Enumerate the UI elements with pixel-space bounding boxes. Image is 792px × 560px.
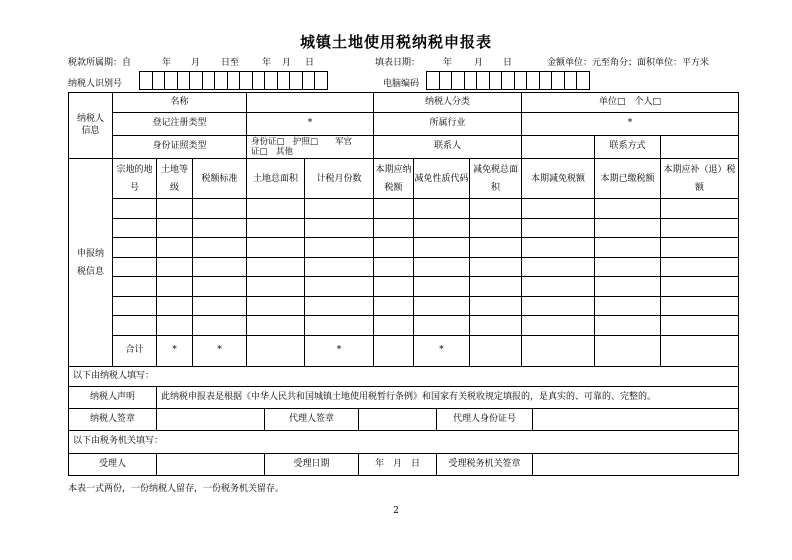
computer-code-digit-box[interactable] [451, 71, 465, 90]
taxpayer-id-digit-box[interactable] [239, 71, 253, 90]
taxpayer-fill-heading: 以下由纳税人填写： [68, 366, 739, 386]
receive-date-label: 受理日期 [264, 453, 358, 476]
registration-type-label: 登记注册类型 [112, 112, 246, 135]
declaration-data-cell[interactable] [304, 257, 373, 277]
contact-person-label: 联系人 [373, 135, 521, 158]
declaration-data-cell[interactable] [156, 276, 192, 296]
declaration-data-cell[interactable] [192, 218, 246, 238]
declaration-data-cell[interactable] [373, 315, 413, 335]
declaration-data-cell[interactable] [112, 237, 156, 257]
declaration-data-cell[interactable] [246, 257, 304, 277]
total-cell: * [413, 335, 469, 367]
declaration-data-cell[interactable] [413, 276, 469, 296]
declaration-data-cell[interactable] [594, 315, 660, 335]
declaration-data-cell[interactable] [112, 218, 156, 238]
taxpayer-id-digit-box[interactable] [189, 71, 203, 90]
period-day-end: 日 [305, 58, 315, 68]
contact-method-label: 联系方式 [594, 135, 660, 158]
declaration-data-cell[interactable] [469, 257, 521, 277]
declaration-data-cell[interactable] [192, 276, 246, 296]
declaration-data-cell[interactable] [660, 315, 739, 335]
declaration-data-cell[interactable] [156, 257, 192, 277]
declaration-column-header: 本期已缴税额 [594, 158, 660, 198]
declaration-column-header: 土地总面积 [246, 158, 304, 198]
computer-code-digit-box[interactable] [539, 71, 553, 90]
declaration-data-cell[interactable] [660, 237, 739, 257]
fill-date-label: 填表日期： [375, 58, 421, 68]
id-type-options[interactable] [246, 135, 373, 158]
declaration-data-cell[interactable] [112, 198, 156, 218]
total-cell[interactable] [521, 335, 594, 367]
receiver-label: 受理人 [68, 453, 156, 476]
declaration-section-label: 申报纳税信息 [68, 158, 112, 366]
receiver-field[interactable] [156, 453, 264, 476]
authority-sign-field[interactable] [532, 453, 739, 476]
declaration-column-header: 税额标准 [192, 158, 246, 198]
declaration-data-cell[interactable] [660, 276, 739, 296]
taxpayer-info-section-label: 纳税人信息 [68, 92, 112, 158]
computer-code-digit-box[interactable] [551, 71, 565, 90]
declaration-column-header: 减免税总面积 [469, 158, 521, 198]
declaration-data-cell[interactable] [192, 257, 246, 277]
computer-code-digit-box[interactable] [439, 71, 453, 90]
total-cell[interactable] [373, 335, 413, 367]
page-number: 2 [393, 506, 399, 516]
declaration-data-cell[interactable] [521, 257, 594, 277]
computer-code-digit-box[interactable] [426, 71, 440, 90]
taxpayer-id-digit-box[interactable] [227, 71, 241, 90]
declaration-data-cell[interactable] [521, 276, 594, 296]
declaration-data-cell[interactable] [594, 257, 660, 277]
period-year-end: 年 [262, 58, 272, 68]
total-label: 合计 [112, 335, 156, 367]
period-year-start: 年 [162, 58, 172, 68]
declaration-data-cell[interactable] [521, 237, 594, 257]
declaration-data-cell[interactable] [373, 257, 413, 277]
declaration-data-cell[interactable] [192, 296, 246, 316]
fill-date-month: 月 [474, 58, 484, 68]
declaration-data-cell[interactable] [192, 315, 246, 335]
declaration-data-cell[interactable] [660, 257, 739, 277]
taxpayer-id-digit-box[interactable] [177, 71, 191, 90]
computer-code-digit-box[interactable] [526, 71, 540, 90]
taxpayer-id-digit-box[interactable] [164, 71, 178, 90]
taxpayer-id-digit-box[interactable] [252, 71, 266, 90]
total-cell: * [192, 335, 246, 367]
declaration-data-cell[interactable] [246, 218, 304, 238]
declaration-data-cell[interactable] [192, 237, 246, 257]
declaration-data-cell[interactable] [112, 276, 156, 296]
declaration-data-cell[interactable] [521, 198, 594, 218]
taxpayer-id-digit-box[interactable] [277, 71, 291, 90]
fill-date-day: 日 [503, 58, 513, 68]
declaration-data-cell[interactable] [156, 315, 192, 335]
declaration-data-cell[interactable] [156, 218, 192, 238]
period-month-start: 月 [191, 58, 201, 68]
form-title: 城镇土地使用税纳税申报表 [299, 33, 492, 51]
statement-label: 纳税人声明 [68, 386, 156, 408]
declaration-data-cell[interactable] [413, 198, 469, 218]
declaration-data-cell[interactable] [304, 276, 373, 296]
total-cell[interactable] [469, 335, 521, 367]
period-day-start: 日至 [221, 58, 240, 68]
declaration-data-cell[interactable] [660, 296, 739, 316]
declaration-data-cell[interactable] [156, 198, 192, 218]
total-cell[interactable] [594, 335, 660, 367]
industry-label: 所属行业 [373, 112, 521, 135]
declaration-column-header: 本期应纳税额 [373, 158, 413, 198]
taxpayer-id-digit-box[interactable] [302, 71, 316, 90]
declaration-data-cell[interactable] [413, 218, 469, 238]
declaration-data-cell[interactable] [521, 296, 594, 316]
declaration-data-cell[interactable] [112, 257, 156, 277]
declaration-data-cell[interactable] [469, 276, 521, 296]
declaration-column-header: 计税月份数 [304, 158, 373, 198]
declaration-data-cell[interactable] [246, 198, 304, 218]
id-type-label: 身份证照类型 [112, 135, 246, 158]
taxpayer-category-label: 纳税人分类 [373, 92, 521, 112]
declaration-data-cell[interactable] [469, 218, 521, 238]
declaration-data-cell[interactable] [660, 218, 739, 238]
taxpayer-sign-label: 纳税人签章 [68, 408, 156, 430]
declaration-data-cell[interactable] [469, 315, 521, 335]
declaration-data-cell[interactable] [469, 237, 521, 257]
agent-sign-field[interactable] [358, 408, 436, 430]
declaration-data-cell[interactable] [246, 296, 304, 316]
receive-date-field[interactable]: 年 月 日 [358, 453, 436, 476]
declaration-data-cell[interactable] [594, 218, 660, 238]
name-field[interactable] [246, 92, 373, 112]
declaration-data-cell[interactable] [413, 237, 469, 257]
declaration-data-cell[interactable] [304, 218, 373, 238]
declaration-column-header: 宗地的地号 [112, 158, 156, 198]
computer-code-digit-box[interactable] [464, 71, 478, 90]
declaration-column-header: 土地等级 [156, 158, 192, 198]
period-month-end: 月 [282, 58, 292, 68]
taxpayer-id-digit-box[interactable] [214, 71, 228, 90]
declaration-data-cell[interactable] [156, 296, 192, 316]
agent-sign-label: 代理人签章 [264, 408, 358, 430]
computer-code-digit-box[interactable] [576, 71, 590, 90]
form-note: 本表一式两份，一份纳税人留存，一份税务机关留存。 [68, 484, 285, 494]
declaration-data-cell[interactable] [304, 296, 373, 316]
declaration-data-cell[interactable] [112, 315, 156, 335]
declaration-data-cell[interactable] [112, 296, 156, 316]
declaration-data-cell[interactable] [192, 198, 246, 218]
total-cell[interactable] [246, 335, 304, 367]
fill-date-year: 年 [443, 58, 453, 68]
declaration-data-cell[interactable] [373, 218, 413, 238]
taxpayer-id-digit-box[interactable] [264, 71, 278, 90]
total-cell[interactable] [660, 335, 739, 367]
statement-text: 此纳税申报表是根据《中华人民共和国城镇土地使用税暂行条例》和国家有关税收规定填报的，是真实的、可靠的、完整的。 [156, 386, 739, 408]
computer-code-digit-box[interactable] [514, 71, 528, 90]
declaration-data-cell[interactable] [373, 237, 413, 257]
agent-id-field[interactable] [532, 408, 739, 430]
id-type-options-line2: 证□ 其他 [251, 147, 294, 157]
taxpayer-id-digit-box[interactable] [314, 71, 328, 90]
declaration-data-cell[interactable] [304, 198, 373, 218]
unit-note: 金额单位：元至角分；面积单位：平方米 [547, 58, 710, 68]
total-cell: * [304, 335, 373, 367]
declaration-data-cell[interactable] [304, 315, 373, 335]
declaration-data-cell[interactable] [246, 237, 304, 257]
agent-id-label: 代理人身份证号 [436, 408, 532, 430]
declaration-data-cell[interactable] [373, 296, 413, 316]
computer-code-digit-box[interactable] [489, 71, 503, 90]
declaration-data-cell[interactable] [373, 198, 413, 218]
taxpayer-id-digit-box[interactable] [202, 71, 216, 90]
taxpayer-id-digit-box[interactable] [152, 71, 166, 90]
declaration-data-cell[interactable] [594, 276, 660, 296]
authority-sign-label: 受理税务机关签章 [436, 453, 532, 476]
taxpayer-id-digit-box[interactable] [289, 71, 303, 90]
taxpayer-sign-field[interactable] [156, 408, 264, 430]
taxpayer-category-options[interactable]: 单位□ 个人□ [521, 92, 739, 112]
computer-code-label: 电脑编码 [383, 79, 420, 89]
declaration-data-cell[interactable] [594, 296, 660, 316]
declaration-column-header: 本期减免税额 [521, 158, 594, 198]
declaration-data-cell[interactable] [594, 198, 660, 218]
computer-code-digit-box[interactable] [501, 71, 515, 90]
declaration-data-cell[interactable] [413, 296, 469, 316]
declaration-data-cell[interactable] [304, 237, 373, 257]
taxpayer-id-label: 纳税人识别号 [68, 79, 123, 89]
tax-authority-fill-heading: 以下由税务机关填写： [68, 430, 739, 453]
declaration-column-header: 减免性质代码 [413, 158, 469, 198]
declaration-data-cell[interactable] [594, 237, 660, 257]
declaration-data-cell[interactable] [413, 315, 469, 335]
declaration-data-cell[interactable] [156, 237, 192, 257]
id-type-options-line1: 身份证□ 护照□ 军官 [251, 136, 353, 147]
industry-value: * [521, 112, 739, 135]
name-label: 名称 [112, 92, 246, 112]
total-cell: * [156, 335, 192, 367]
declaration-data-cell[interactable] [469, 296, 521, 316]
declaration-data-cell[interactable] [469, 198, 521, 218]
declaration-column-header: 本期应补（退）税额 [660, 158, 739, 198]
period-label: 税款所属期：自 [68, 58, 132, 68]
contact-person-field[interactable] [521, 135, 594, 158]
registration-type-value: * [246, 112, 373, 135]
declaration-data-cell[interactable] [660, 198, 739, 218]
taxpayer-id-digit-box[interactable] [139, 71, 153, 90]
declaration-data-cell[interactable] [246, 315, 304, 335]
declaration-data-cell[interactable] [521, 315, 594, 335]
declaration-data-cell[interactable] [413, 257, 469, 277]
contact-method-field[interactable] [660, 135, 739, 158]
declaration-data-cell[interactable] [246, 276, 304, 296]
computer-code-digit-box[interactable] [564, 71, 578, 90]
computer-code-digit-box[interactable] [476, 71, 490, 90]
declaration-data-cell[interactable] [373, 276, 413, 296]
declaration-data-cell[interactable] [521, 218, 594, 238]
